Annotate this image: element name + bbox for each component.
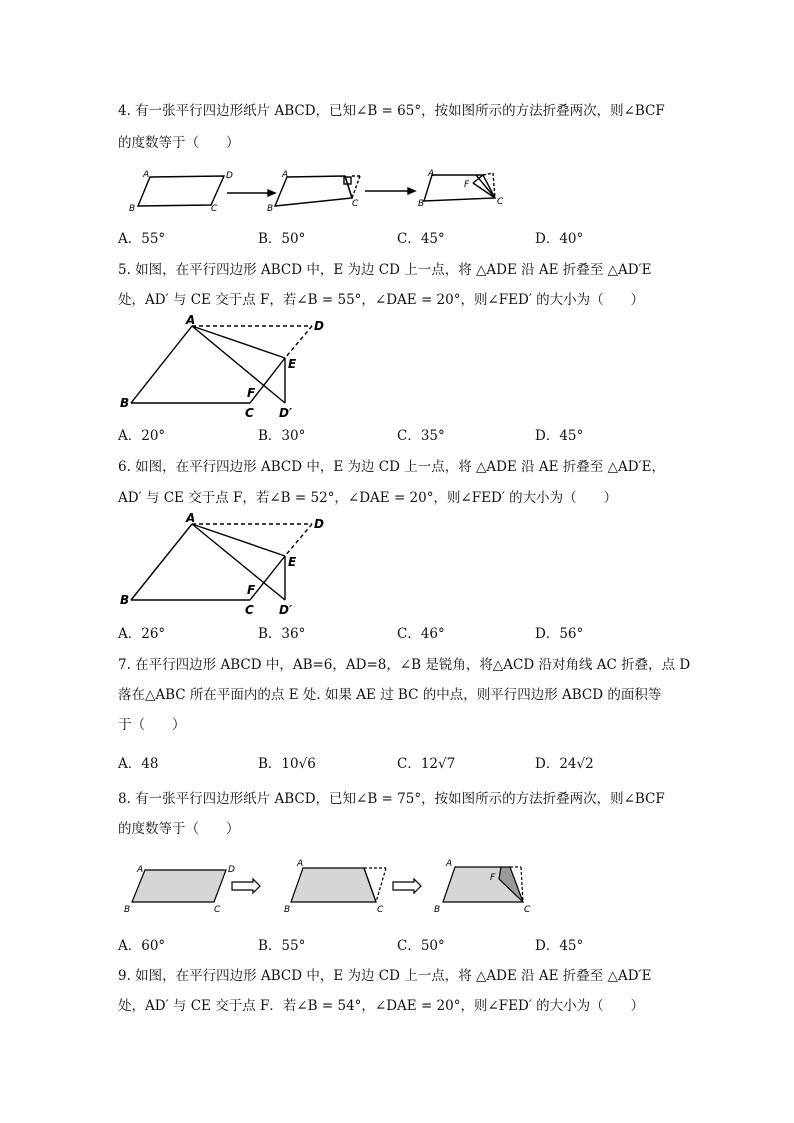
q8-parallelogram-2 — [291, 868, 376, 902]
q5-label-b: B — [120, 396, 130, 410]
q5-side-ec — [250, 358, 285, 403]
q4-arrowhead-1 — [268, 190, 275, 196]
q6-label-b: B — [120, 593, 130, 607]
q5-figure — [115, 312, 345, 424]
q4-parallelogram-2 — [275, 176, 352, 206]
q6-label-a: A — [186, 511, 196, 525]
q5-label-a: A — [186, 313, 196, 327]
q4-label-a3: A — [428, 169, 435, 179]
q6-stem-line2: AD′ 与 CE 交于点 F，若∠B = 52°，∠DAE = 20°，则∠FED′ 的大小为（ ） — [118, 490, 618, 506]
q6-label-e: E — [288, 555, 297, 569]
q4-options — [118, 227, 678, 247]
q7-stem-line1: 7. 在平行四边形 ABCD 中，AB=6，AD=8，∠B 是锐角，将△ACD 沿对角线 AC 折叠，点 D — [118, 657, 691, 673]
q5-stem-line1: 5. 如图，在平行四边形 ABCD 中，E 为边 CD 上一点，将 △ADE 沿 AE 折叠至 △AD′E — [118, 262, 652, 278]
q6-stem-line1: 6. 如图，在平行四边形 ABCD 中，E 为边 CD 上一点，将 △ADE 沿 AE 折叠至 △AD′E， — [118, 459, 665, 475]
q5-label-f: F — [247, 386, 256, 400]
q5-label-d: D — [314, 319, 324, 333]
q5-segment-ad-prime — [192, 326, 285, 403]
q8-label-c3: C — [524, 905, 531, 915]
q4-option-c[interactable]: C．45° — [397, 231, 445, 247]
q5-option-c[interactable]: C．35° — [397, 428, 445, 444]
q5-label-c: C — [245, 406, 254, 420]
q4-label-f3: F — [464, 180, 470, 190]
q4-dashed-3 — [483, 173, 493, 175]
q4-option-d[interactable]: D．40° — [535, 231, 584, 247]
q7-options — [118, 752, 678, 772]
q8-parallelogram-1 — [132, 870, 226, 902]
q6-side-ab — [131, 524, 192, 600]
q8-arrow-1 — [232, 879, 260, 893]
q4-label-b2: B — [267, 204, 274, 214]
q8-option-d[interactable]: D．45° — [535, 938, 584, 954]
q6-label-d-prime: D′ — [279, 603, 293, 617]
q4-label-b1: B — [129, 204, 136, 214]
q6-side-ec — [250, 556, 285, 600]
q4-option-b[interactable]: B．50° — [258, 231, 306, 247]
q8-figure — [115, 858, 545, 914]
q6-segment-ad-prime — [192, 524, 285, 600]
q5-option-a[interactable]: A．20° — [118, 428, 166, 444]
q6-figure — [115, 510, 345, 622]
q8-label-a1: A — [137, 865, 144, 875]
q4-label-a1: A — [143, 170, 150, 180]
q8-option-a[interactable]: A．60° — [118, 938, 166, 954]
q8-options — [118, 934, 678, 954]
q4-stem-line1: 4. 有一张平行四边形纸片 ABCD，已知∠B = 65°，按如图所示的方法折叠两次，则∠BCF — [118, 103, 665, 119]
q4-stem-line2: 的度数等于（ ） — [118, 135, 240, 151]
q5-label-d-prime: D′ — [279, 406, 293, 420]
q7-stem-line3: 于（ ） — [118, 717, 186, 733]
q6-options — [118, 622, 678, 642]
q5-side-ab — [131, 326, 192, 403]
q8-label-a2: A — [297, 859, 304, 869]
q4-label-c3: C — [497, 197, 504, 207]
q4-label-c1: C — [211, 204, 218, 214]
q8-stem-line2: 的度数等于（ ） — [118, 821, 240, 837]
q4-figure — [120, 165, 520, 217]
q5-options — [118, 424, 678, 444]
q4-arrowhead-2 — [408, 188, 415, 194]
q4-option-a[interactable]: A．55° — [118, 231, 166, 247]
q7-option-c[interactable]: C．12√7 — [397, 756, 456, 772]
q4-parallelogram-1 — [138, 176, 224, 206]
q8-arrow-2 — [393, 879, 421, 893]
q8-option-c[interactable]: C．50° — [397, 938, 445, 954]
q7-option-a[interactable]: A．48 — [118, 756, 159, 772]
q8-option-b[interactable]: B．55° — [258, 938, 306, 954]
q5-fold-ae — [192, 326, 285, 358]
q4-label-b3: B — [418, 199, 425, 209]
q6-option-d[interactable]: D．56° — [535, 626, 584, 642]
q8-label-b2: B — [284, 905, 291, 915]
q8-label-c1: C — [214, 905, 221, 915]
q6-fold-ae — [192, 524, 285, 556]
q4-label-a2: A — [282, 170, 289, 180]
q7-option-b[interactable]: B．10√6 — [258, 756, 316, 772]
q5-option-d[interactable]: D．45° — [535, 428, 584, 444]
q8-dashed-2b — [376, 868, 386, 902]
q7-stem-line2: 落在△ABC 所在平面内的点 E 处. 如果 AE 过 BC 的中点，则平行四边形 ABCD 的面积等 — [118, 687, 662, 703]
q7-option-d[interactable]: D．24√2 — [535, 756, 594, 772]
q5-option-b[interactable]: B．30° — [258, 428, 306, 444]
q8-label-b3: B — [434, 905, 441, 915]
q6-option-c[interactable]: C．46° — [397, 626, 445, 642]
q4-label-d1: D — [226, 171, 233, 181]
q8-label-f3: F — [490, 873, 496, 883]
q8-label-d1: D — [228, 865, 235, 875]
q5-stem-line2: 处，AD′ 与 CE 交于点 F，若∠B = 55°，∠DAE = 20°，则∠FED′ 的大小为（ ） — [118, 292, 645, 308]
q6-option-b[interactable]: B．36° — [258, 626, 306, 642]
q6-side-de-dashed — [285, 524, 312, 556]
q5-side-de-dashed — [285, 326, 312, 358]
q8-label-b1: B — [124, 905, 131, 915]
q6-label-d: D — [314, 517, 324, 531]
q8-label-c2: C — [377, 905, 384, 915]
q6-label-c: C — [245, 603, 254, 617]
q9-stem-line1: 9. 如图，在平行四边形 ABCD 中，E 为边 CD 上一点，将 △ADE 沿 AE 折叠至 △AD′E — [118, 968, 652, 984]
q8-stem-line1: 8. 有一张平行四边形纸片 ABCD，已知∠B = 75°，按如图所示的方法折叠两次，则∠BCF — [118, 791, 665, 807]
q6-option-a[interactable]: A．26° — [118, 626, 166, 642]
q4-parallelogram-3 — [424, 175, 495, 201]
q8-label-a3: A — [446, 859, 453, 869]
q6-label-f: F — [247, 583, 256, 597]
q4-dashed-2b — [352, 176, 360, 198]
q9-stem-line2: 处，AD′ 与 CE 交于点 F．若∠B = 54°，∠DAE = 20°，则∠FED′ 的大小为（ ） — [118, 998, 645, 1014]
q4-label-c2: C — [352, 199, 359, 209]
q5-label-e: E — [288, 357, 297, 371]
